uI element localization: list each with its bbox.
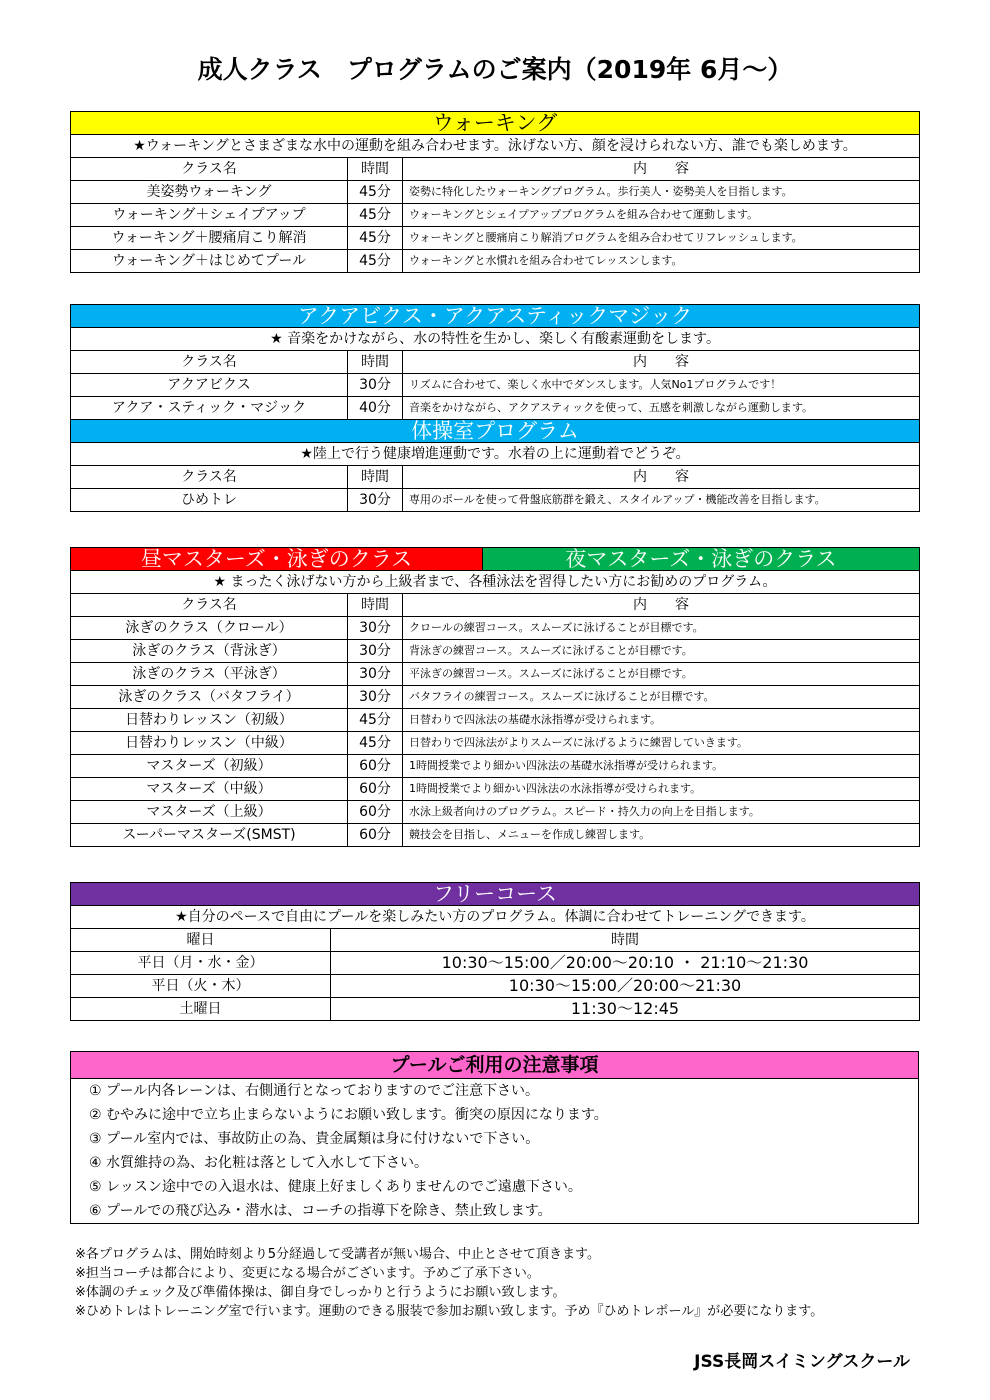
notes xyxy=(75,1245,823,1321)
table-row xyxy=(71,732,920,755)
table-row xyxy=(71,227,920,250)
table-row xyxy=(71,374,920,397)
class-time: 45分 xyxy=(348,709,403,732)
note-line: ※ひめトレはトレーニング室で行います。運動のできる服装で参加お願い致します。予め『ひめトレポール』が必要になります。 xyxy=(75,1304,824,1319)
notice-item: ② むやみに途中で立ち止まらないようにお願い致します。衝突の原因になります。 xyxy=(89,1107,608,1123)
class-time: 60分 xyxy=(348,778,403,801)
free-course-table xyxy=(70,882,920,1021)
class-detail: ウォーキングと水慣れを組み合わせてレッスンします。 xyxy=(403,250,920,273)
table-row xyxy=(71,709,920,732)
note-line: ※担当コーチは都合により、変更になる場合がございます。予めご了承下さい。 xyxy=(75,1266,540,1281)
class-name: 泳ぎのクラス（平泳ぎ） xyxy=(71,663,348,686)
class-detail: 平泳ぎの練習コース。スムーズに泳げることが目標です。 xyxy=(403,663,920,686)
col-time: 時間 xyxy=(348,158,403,181)
class-time: 60分 xyxy=(348,824,403,847)
col-detail: 内 容 xyxy=(403,466,920,489)
class-detail: リズムに合わせて、楽しく水中でダンスします。人気No1プログラムです！ xyxy=(403,374,920,397)
time-slots: 10:30～15:00／20:00～20:10 ・ 21:10～21:30 xyxy=(331,952,920,975)
notice-item: ④ 水質維持の為、お化粧は落として入水して下さい。 xyxy=(89,1155,428,1171)
table-row xyxy=(71,801,920,824)
class-time: 45分 xyxy=(348,227,403,250)
table-row xyxy=(71,952,920,975)
table-row xyxy=(71,755,920,778)
masters-table xyxy=(70,547,920,847)
day: 平日（火・木） xyxy=(71,975,331,998)
class-detail: 日替わりで四泳法の基礎水泳指導が受けられます。 xyxy=(403,709,920,732)
class-name: 泳ぎのクラス（クロール） xyxy=(71,617,348,640)
class-time: 60分 xyxy=(348,755,403,778)
table-row xyxy=(71,663,920,686)
class-name: マスターズ（中級） xyxy=(71,778,348,801)
class-time: 45分 xyxy=(348,204,403,227)
class-time: 40分 xyxy=(348,397,403,420)
time-slots: 10:30～15:00／20:00～21:30 xyxy=(331,975,920,998)
walking-table xyxy=(70,111,920,273)
class-time: 30分 xyxy=(348,686,403,709)
table-row xyxy=(71,640,920,663)
table-row xyxy=(71,489,920,512)
col-detail: 内 容 xyxy=(403,594,920,617)
class-name: ひめトレ xyxy=(71,489,348,512)
class-time: 30分 xyxy=(348,374,403,397)
note-line: ※各プログラムは、開始時刻より5分経過して受講者が無い場合、中止とさせて頂きます。 xyxy=(75,1247,600,1262)
class-name: スーパーマスターズ(SMST) xyxy=(71,824,348,847)
table-row xyxy=(71,617,920,640)
class-detail: 水泳上級者向けのプログラム。スピード・持久力の向上を目指します。 xyxy=(403,801,920,824)
walking-description: ★ウォーキングとさまざまな水中の運動を組み合わせます。泳げない方、顔を浸けられない方、誰でも楽しめます。 xyxy=(71,135,920,158)
free-course-description: ★自分のペースで自由にプールを楽しみたい方のプログラム。体調に合わせてトレーニングできます。 xyxy=(71,906,920,929)
table-row xyxy=(71,975,920,998)
free-course-header: フリーコース xyxy=(71,883,920,906)
notice-item: ③ プール室内では、事故防止の為、貴金属類は身に付けないで下さい。 xyxy=(89,1131,540,1147)
note-line: ※体調のチェック及び準備体操は、御自身でしっかりと行うようにお願い致します。 xyxy=(75,1285,566,1300)
class-time: 45分 xyxy=(348,250,403,273)
notice-header: プールご利用の注意事項 xyxy=(71,1052,918,1079)
table-row xyxy=(71,181,920,204)
class-name: 日替わりレッスン（中級） xyxy=(71,732,348,755)
class-time: 30分 xyxy=(348,663,403,686)
class-time: 30分 xyxy=(348,489,403,512)
class-name: アクア・スティック・マジック xyxy=(71,397,348,420)
day: 平日（月・水・金） xyxy=(71,952,331,975)
class-time: 60分 xyxy=(348,801,403,824)
footer-school-name: JSS長岡スイミングスクール xyxy=(694,1352,910,1372)
class-name: 美姿勢ウォーキング xyxy=(71,181,348,204)
class-name: マスターズ（初級） xyxy=(71,755,348,778)
table-row xyxy=(71,778,920,801)
col-class-name: クラス名 xyxy=(71,351,348,374)
class-time: 30分 xyxy=(348,640,403,663)
table-row xyxy=(71,824,920,847)
col-time: 時間 xyxy=(331,929,920,952)
col-day: 曜日 xyxy=(71,929,331,952)
class-time: 30分 xyxy=(348,617,403,640)
col-time: 時間 xyxy=(348,351,403,374)
col-detail: 内 容 xyxy=(403,351,920,374)
class-detail: 日替わりで四泳法がよりスムーズに泳げるように練習していきます。 xyxy=(403,732,920,755)
notice-item: ⑥ プールでの飛び込み・潜水は、コーチの指導下を除き、禁止致します。 xyxy=(89,1203,552,1219)
class-detail: 背泳ぎの練習コース。スムーズに泳げることが目標です。 xyxy=(403,640,920,663)
class-detail: 競技会を目指し、メニューを作成し練習します。 xyxy=(403,824,920,847)
class-name: マスターズ（上級） xyxy=(71,801,348,824)
gym-header: 体操室プログラム xyxy=(71,420,920,443)
table-row xyxy=(71,250,920,273)
class-detail: クロールの練習コース。スムーズに泳げることが目標です。 xyxy=(403,617,920,640)
notice-item: ⑤ レッスン途中での入退水は、健康上好ましくありませんのでご遠慮下さい。 xyxy=(89,1179,582,1195)
class-detail: ウォーキングとシェイプアッププログラムを組み合わせて運動します。 xyxy=(403,204,920,227)
table-row xyxy=(71,998,920,1021)
aqua-header: アクアビクス・アクアスティックマジック xyxy=(71,305,920,328)
day: 土曜日 xyxy=(71,998,331,1021)
class-detail: 専用のポールを使って骨盤底筋群を鍛え、スタイルアップ・機能改善を目指します。 xyxy=(403,489,920,512)
col-time: 時間 xyxy=(348,594,403,617)
class-detail: ウォーキングと腰痛肩こり解消プログラムを組み合わせてリフレッシュします。 xyxy=(403,227,920,250)
class-name: 日替わりレッスン（初級） xyxy=(71,709,348,732)
page-title: 成人クラス プログラムのご案内（2019年 6月～） xyxy=(197,55,793,84)
col-detail: 内 容 xyxy=(403,158,920,181)
class-name: 泳ぎのクラス（バタフライ） xyxy=(71,686,348,709)
class-detail: 姿勢に特化したウォーキングプログラム。歩行美人・姿勢美人を目指します。 xyxy=(403,181,920,204)
class-name: ウォーキング＋シェイプアップ xyxy=(71,204,348,227)
col-class-name: クラス名 xyxy=(71,466,348,489)
walking-header: ウォーキング xyxy=(71,112,920,135)
class-time: 45分 xyxy=(348,732,403,755)
class-name: 泳ぎのクラス（背泳ぎ） xyxy=(71,640,348,663)
table-row xyxy=(71,397,920,420)
class-time: 45分 xyxy=(348,181,403,204)
col-class-name: クラス名 xyxy=(71,594,348,617)
class-detail: 1時間授業でより細かい四泳法の基礎水泳指導が受けられます。 xyxy=(403,755,920,778)
class-name: アクアビクス xyxy=(71,374,348,397)
class-detail: バタフライの練習コース。スムーズに泳げることが目標です。 xyxy=(403,686,920,709)
table-row xyxy=(71,204,920,227)
masters-description: ★ まったく泳げない方から上級者まで、各種泳法を習得したい方にお勧めのプログラム。 xyxy=(71,571,920,594)
class-name: ウォーキング＋腰痛肩こり解消 xyxy=(71,227,348,250)
day-masters-header: 昼マスターズ・泳ぎのクラス xyxy=(71,548,483,571)
table-row xyxy=(71,686,920,709)
night-masters-header: 夜マスターズ・泳ぎのクラス xyxy=(483,548,920,571)
class-detail: 音楽をかけながら、アクアスティックを使って、五感を刺激しながら運動します。 xyxy=(403,397,920,420)
col-time: 時間 xyxy=(348,466,403,489)
class-name: ウォーキング＋はじめてプール xyxy=(71,250,348,273)
notice-item: ① プール内各レーンは、右側通行となっておりますのでご注意下さい。 xyxy=(89,1083,540,1099)
col-class-name: クラス名 xyxy=(71,158,348,181)
notice-box xyxy=(70,1051,919,1224)
gym-description: ★陸上で行う健康増進運動です。水着の上に運動着でどうぞ。 xyxy=(71,443,920,466)
time-slots: 11:30～12:45 xyxy=(331,998,920,1021)
aqua-table xyxy=(70,304,920,512)
aqua-description: ★ 音楽をかけながら、水の特性を生かし、楽しく有酸素運動をします。 xyxy=(71,328,920,351)
class-detail: 1時間授業でより細かい四泳法の水泳指導が受けられます。 xyxy=(403,778,920,801)
